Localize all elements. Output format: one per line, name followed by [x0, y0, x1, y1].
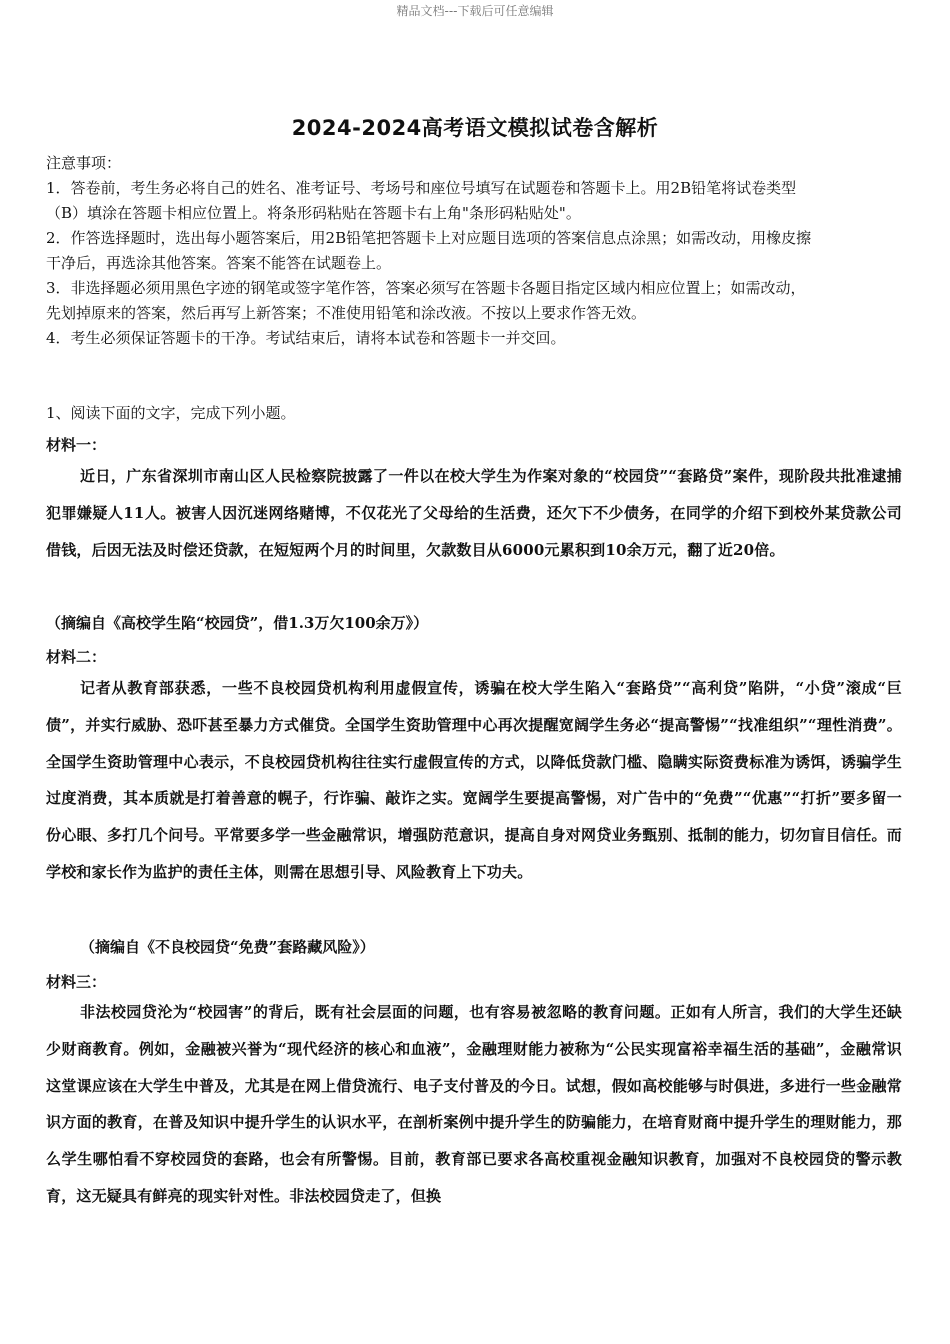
- notice-line: 2．作答选择题时，选出每小题答案后，用2B铅笔把答题卡上对应题目选项的答案信息点涂黑；如需改动，用橡皮擦: [46, 229, 812, 247]
- question-1-prompt: 1、阅读下面的文字，完成下列小题。: [46, 404, 296, 422]
- material-3-text: 非法校园贷沦为“校园害”的背后，既有社会层面的问题，也有容易被忽略的教育问题。正如有人所言，我们的大学生还缺少财商教育。例如，金融被兴誉为“现代经济的核心和血液”，金融理财能力被称为“公民实现富裕幸福生活的基础”，金融常识这堂课应该在大学生中普及，尤其是在网上借贷流行、电子支付普及的今日。试想，假如高校能够与时俱进，多进行一些金融常识方面的教育，在普及知识中提升学生的认识水平，在剖析案例中提升学生的防骗能力，在培育财商中提升学生的理财能力，那么学生哪怕看不穿校园贷的套路，也会有所警惕。目前，教育部已要求各高校重视金融知识教育，加强对不良校园贷的警示教育，这无疑具有鲜亮的现实针对性。非法校园贷走了，但换: [46, 1003, 902, 1205]
- material-1-source: （摘编自《高校学生陷“校园贷”，借1.3万欠100余万》）: [46, 614, 429, 632]
- material-2-text: 记者从教育部获悉，一些不良校园贷机构利用虚假宣传，诱骗在校大学生陷入“套路贷”“高利贷”陷阱，“小贷”滚成“巨债”，并实行威胁、恐吓甚至暴力方式催贷。全国学生资助管理中心再次提醒宽阔学生务必“提高警惕”“找准组织”“理性消费”。全国学生资助管理中心表示，不良校园贷机构往往实行虚假宣传的方式，以降低贷款门槛、隐瞒实际资费标准为诱饵，诱骗学生过度消费，其本质就是打着善意的幌子，行诈骗、敲诈之实。宽阔学生要提高警惕，对广告中的“免费”“优惠”“打折”要多留一份心眼、多打几个问号。平常要多学一些金融常识，增强防范意识，提高自身对网贷业务甄别、抵制的能力，切勿盲目信任。而学校和家长作为监护的责任主体，则需在思想引导、风险教育上下功夫。: [46, 679, 902, 881]
- notice-line: 4．考生必须保证答题卡的干净。考试结束后，请将本试卷和答题卡一并交回。: [46, 329, 566, 347]
- material-1-text: 近日，广东省深圳市南山区人民检察院披露了一件以在校大学生为作案对象的“校园贷”“套路贷”案件，现阶段共批准逮捕犯罪嫌疑人11人。被害人因沉迷网络赌博，不仅花光了父母给的生活费，还欠下不少债务，在同学的介绍下到校外某贷款公司借钱，后因无法及时偿还贷款，在短短两个月的时间里，欠款数目从6000元累积到10余万元，翻了近20倍。: [46, 467, 902, 559]
- page-header-note: 精品文档---下载后可任意编辑: [396, 4, 554, 18]
- document-title: 2024-2024高考语文模拟试卷含解析: [291, 116, 659, 140]
- notice-line: （B）填涂在答题卡相应位置上。将条形码粘贴在答题卡右上角"条形码粘贴处"。: [46, 204, 581, 222]
- material-1-label: 材料一：: [46, 436, 107, 454]
- material-2-source: （摘编自《不良校园贷“免费”套路藏风险》）: [80, 938, 375, 956]
- notice-heading: 注意事项：: [46, 154, 122, 172]
- material-3-label: 材料三：: [46, 973, 107, 991]
- notice-line: 干净后，再选涂其他答案。答案不能答在试题卷上。: [46, 254, 392, 272]
- material-2-label: 材料二：: [46, 648, 107, 666]
- notice-block: [46, 151, 906, 351]
- notice-line: 先划掉原来的答案，然后再写上新答案；不准使用铅笔和涂改液。不按以上要求作答无效。: [46, 304, 647, 322]
- notice-line: 3．非选择题必须用黑色字迹的钢笔或签字笔作答，答案必须写在答题卡各题目指定区域内相应位置上；如需改动，: [46, 279, 806, 297]
- notice-line: 1．答卷前，考生务必将自己的姓名、准考证号、考场号和座位号填写在试题卷和答题卡上。用2B铅笔将试卷类型: [46, 179, 797, 197]
